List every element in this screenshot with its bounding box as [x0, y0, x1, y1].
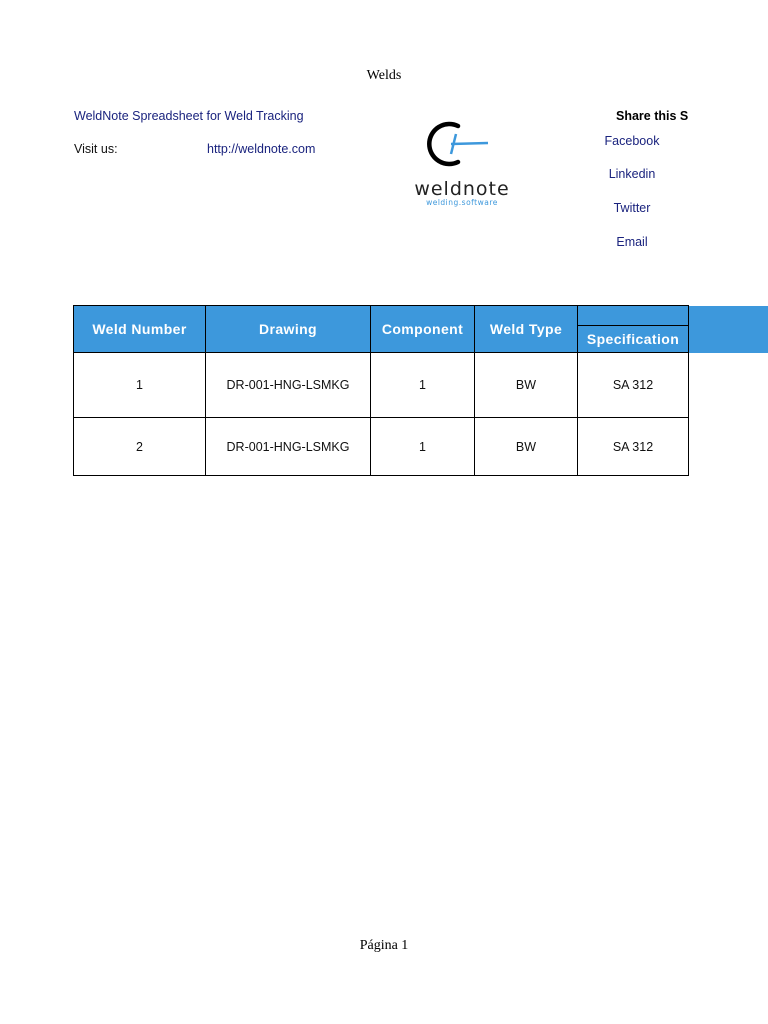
weld-type-cell[interactable]: BW — [475, 353, 578, 418]
page-footer: Página 1 — [359, 938, 409, 953]
welds-table — [73, 305, 689, 476]
email-share-link[interactable]: Email — [616, 235, 648, 249]
weld-number-cell[interactable]: 2 — [74, 418, 206, 476]
welds-table-container — [73, 305, 688, 476]
weld-number-cell[interactable]: 1 — [74, 353, 206, 418]
page-title: Welds — [366, 68, 402, 83]
column-header-weld-type[interactable]: Weld Type — [475, 306, 578, 353]
visit-us-label: Visit us: — [74, 142, 118, 156]
table-header-row — [74, 306, 689, 353]
weldnote-website-link[interactable]: http://weldnote.com — [207, 142, 316, 156]
drawing-cell[interactable]: DR-001-HNG-LSMKG — [206, 353, 371, 418]
facebook-share-link[interactable]: Facebook — [604, 134, 660, 148]
weldnote-logo — [404, 112, 520, 212]
svg-text:welding.software: welding.software — [426, 198, 498, 207]
linkedin-share-link[interactable]: Linkedin — [608, 167, 656, 181]
table-row — [74, 418, 689, 476]
weldnote-logo-icon — [404, 112, 520, 212]
component-cell[interactable]: 1 — [371, 418, 475, 476]
column-header-component[interactable]: Component — [371, 306, 475, 353]
column-header-drawing[interactable]: Drawing — [206, 306, 371, 353]
table-row — [74, 353, 689, 418]
specification-cell[interactable]: SA 312 — [578, 353, 689, 418]
svg-text:weldnote: weldnote — [414, 178, 510, 200]
twitter-share-link[interactable]: Twitter — [613, 201, 651, 215]
specification-header-label: Specification — [578, 325, 688, 352]
spreadsheet-subtitle: WeldNote Spreadsheet for Weld Tracking — [74, 109, 304, 123]
column-header-weld-number[interactable]: Weld Number — [74, 306, 206, 353]
share-heading: Share this S — [616, 109, 689, 123]
weld-type-cell[interactable]: BW — [475, 418, 578, 476]
drawing-cell[interactable]: DR-001-HNG-LSMKG — [206, 418, 371, 476]
column-header-specification[interactable] — [578, 306, 689, 353]
specification-cell[interactable]: SA 312 — [578, 418, 689, 476]
component-cell[interactable]: 1 — [371, 353, 475, 418]
